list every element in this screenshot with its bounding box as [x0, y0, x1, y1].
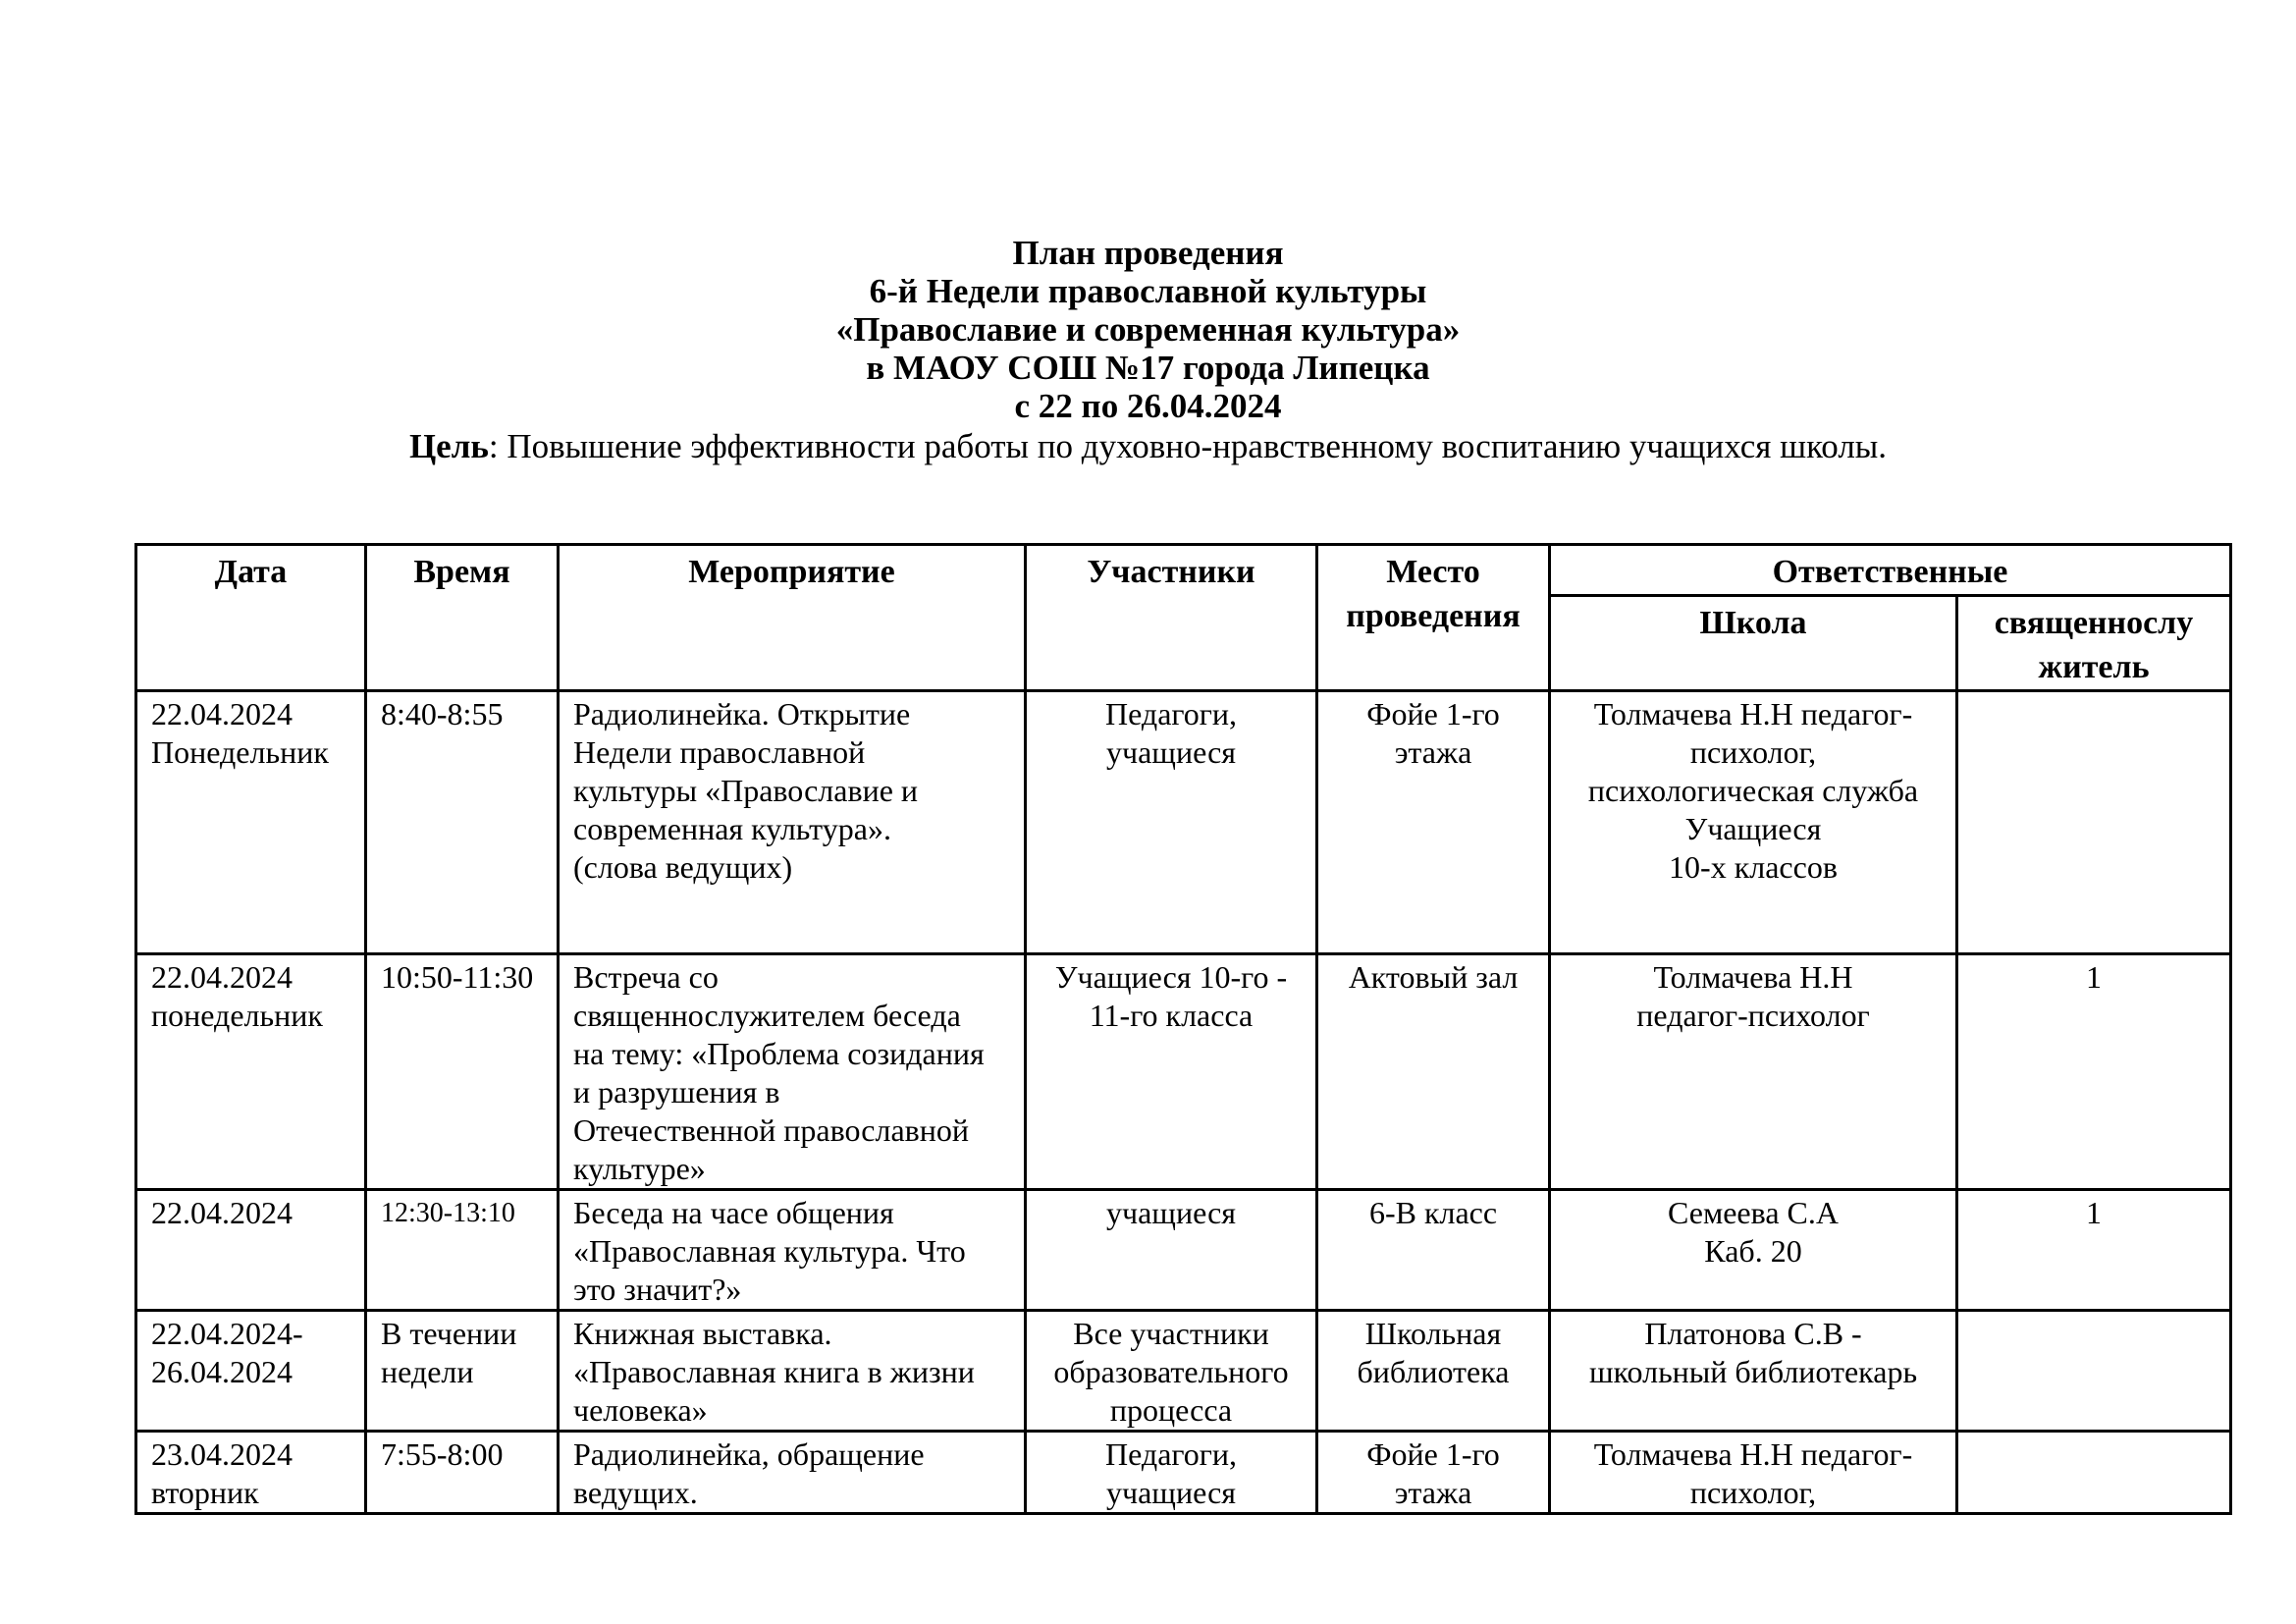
event-line: Беседа на часе общения	[573, 1195, 894, 1230]
participants-line: Все участники	[1073, 1316, 1269, 1351]
cell-date	[136, 1190, 366, 1311]
cell-participants	[1026, 954, 1317, 1190]
cell-date	[136, 1432, 366, 1514]
cell-time: В течении недели	[366, 1311, 559, 1432]
title-line-2: 6-й Недели православной культуры	[869, 272, 1427, 310]
header-date: Дата	[136, 545, 366, 691]
cell-clergy: 1	[1957, 954, 2231, 1190]
cell-clergy	[1957, 1432, 2231, 1514]
header-place: Место проведения	[1317, 545, 1550, 691]
table-row	[136, 1190, 2231, 1311]
title-line-5: с 22 по 26.04.2024	[1014, 387, 1282, 425]
participants-line: учащиеся	[1106, 1475, 1236, 1510]
school-line: психолог,	[1689, 734, 1817, 770]
school-line: школьный библиотекарь	[1588, 1354, 1918, 1389]
school-line: Каб. 20	[1704, 1233, 1802, 1269]
participants-line: процесса	[1109, 1392, 1233, 1428]
title-line-1: План проведения	[1012, 234, 1284, 272]
cell-school	[1550, 691, 1957, 954]
cell-place	[1317, 1432, 1550, 1514]
place-line: этажа	[1394, 734, 1472, 770]
participants-line: 11-го класса	[1089, 998, 1254, 1033]
cell-participants	[1026, 1432, 1317, 1514]
cell-event	[559, 691, 1026, 954]
event-line: на тему: «Проблема созидания	[573, 1036, 985, 1071]
event-line: Радиолинейка, обращение	[573, 1436, 925, 1472]
school-line: психолог,	[1689, 1475, 1817, 1510]
day-line: вторник	[151, 1475, 259, 1510]
date-line: 23.04.2024	[151, 1436, 293, 1472]
event-line: человека»	[573, 1392, 708, 1428]
cell-place	[1317, 954, 1550, 1190]
event-line: культуры «Православие и	[573, 773, 919, 808]
place-line: этажа	[1394, 1475, 1472, 1510]
event-line: Отечественной православной	[573, 1112, 970, 1148]
date-line: 22.04.2024	[151, 696, 293, 731]
cell-time: 10:50-11:30	[366, 954, 559, 1190]
event-line: культуре»	[573, 1151, 706, 1186]
cell-place	[1317, 1311, 1550, 1432]
cell-clergy	[1957, 1311, 2231, 1432]
header-event: Мероприятие	[559, 545, 1026, 691]
event-line: ведущих.	[573, 1475, 698, 1510]
event-line: и разрушения в	[573, 1074, 780, 1110]
event-line: Радиолинейка. Открытие	[573, 696, 911, 731]
school-line: Семеева С.А	[1668, 1195, 1839, 1230]
title-line-3: «Православие и современная культура»	[835, 310, 1461, 349]
participants-line: учащиеся	[1106, 1195, 1236, 1230]
event-line: (слова ведущих)	[573, 849, 793, 885]
event-line: современная культура».	[573, 811, 891, 846]
cell-date	[136, 691, 366, 954]
day-line: Понедельник	[151, 734, 329, 770]
table-row	[136, 1311, 2231, 1432]
cell-participants	[1026, 1311, 1317, 1432]
date-line: 22.04.2024	[151, 959, 293, 995]
cell-school	[1550, 1190, 1957, 1311]
title-line-4: в МАОУ СОШ №17 города Липецка	[866, 349, 1430, 387]
event-line: священнослужителем беседа	[573, 998, 961, 1033]
header-responsible: Ответственные	[1550, 545, 2231, 596]
cell-event	[559, 954, 1026, 1190]
place-line: Фойе 1-го	[1366, 696, 1500, 731]
title-block	[0, 234, 2296, 466]
place-line: Актовый зал	[1348, 959, 1519, 995]
school-line: 10-х классов	[1669, 849, 1838, 885]
cell-date	[136, 1311, 366, 1432]
cell-participants	[1026, 1190, 1317, 1311]
header-row	[136, 545, 2231, 596]
event-line: Встреча со	[573, 959, 719, 995]
cell-place	[1317, 1190, 1550, 1311]
header-clergy: священнослу житель	[1957, 596, 2231, 691]
cell-school	[1550, 954, 1957, 1190]
cell-time: 12:30-13:10	[366, 1190, 559, 1311]
cell-place	[1317, 691, 1550, 954]
cell-school	[1550, 1311, 1957, 1432]
day-line: понедельник	[151, 998, 323, 1033]
date-line: 26.04.2024	[151, 1354, 293, 1389]
participants-line: Учащиеся 10-го -	[1054, 959, 1288, 995]
event-line: Книжная выставка.	[573, 1316, 832, 1351]
cell-event	[559, 1432, 1026, 1514]
header-participants: Участники	[1026, 545, 1317, 691]
participants-line: Педагоги,	[1105, 1436, 1237, 1472]
participants-line: учащиеся	[1106, 734, 1236, 770]
place-line: 6-В класс	[1368, 1195, 1498, 1230]
event-line: это значит?»	[573, 1272, 742, 1307]
school-line: психологическая служба	[1587, 773, 1919, 808]
cell-time: 8:40-8:55	[366, 691, 559, 954]
table-row	[136, 691, 2231, 954]
date-line: 22.04.2024-	[151, 1316, 303, 1351]
header-time: Время	[366, 545, 559, 691]
school-line: Толмачева Н.Н	[1653, 959, 1853, 995]
cell-participants	[1026, 691, 1317, 954]
cell-event	[559, 1190, 1026, 1311]
table-row	[136, 1432, 2231, 1514]
school-line: Учащиеся	[1684, 811, 1822, 846]
goal-line	[0, 427, 2296, 466]
cell-clergy: 1	[1957, 1190, 2231, 1311]
place-line: Фойе 1-го	[1366, 1436, 1500, 1472]
plan-table	[134, 543, 2232, 1515]
table-row	[136, 954, 2231, 1190]
place-line: Школьная	[1364, 1316, 1502, 1351]
school-line: Толмачева Н.Н педагог-	[1593, 696, 1913, 731]
event-line: «Православная культура. Что	[573, 1233, 966, 1269]
cell-time: 7:55-8:00	[366, 1432, 559, 1514]
participants-line: Педагоги,	[1105, 696, 1237, 731]
event-line: Недели православной	[573, 734, 866, 770]
school-line: Платонова С.В -	[1644, 1316, 1862, 1351]
cell-event	[559, 1311, 1026, 1432]
participants-line: образовательного	[1053, 1354, 1289, 1389]
school-line: Толмачева Н.Н педагог-	[1593, 1436, 1913, 1472]
place-line: библиотека	[1357, 1354, 1510, 1389]
cell-school	[1550, 1432, 1957, 1514]
goal-text: : Повышение эффективности работы по духовно-нравственному воспитанию учащихся школы.	[488, 427, 1888, 465]
goal-label: Цель	[408, 427, 489, 465]
event-line: «Православная книга в жизни	[573, 1354, 975, 1389]
cell-date	[136, 954, 366, 1190]
cell-clergy	[1957, 691, 2231, 954]
header-school: Школа	[1550, 596, 1957, 691]
date-line: 22.04.2024	[151, 1195, 293, 1230]
school-line: педагог-психолог	[1636, 998, 1870, 1033]
